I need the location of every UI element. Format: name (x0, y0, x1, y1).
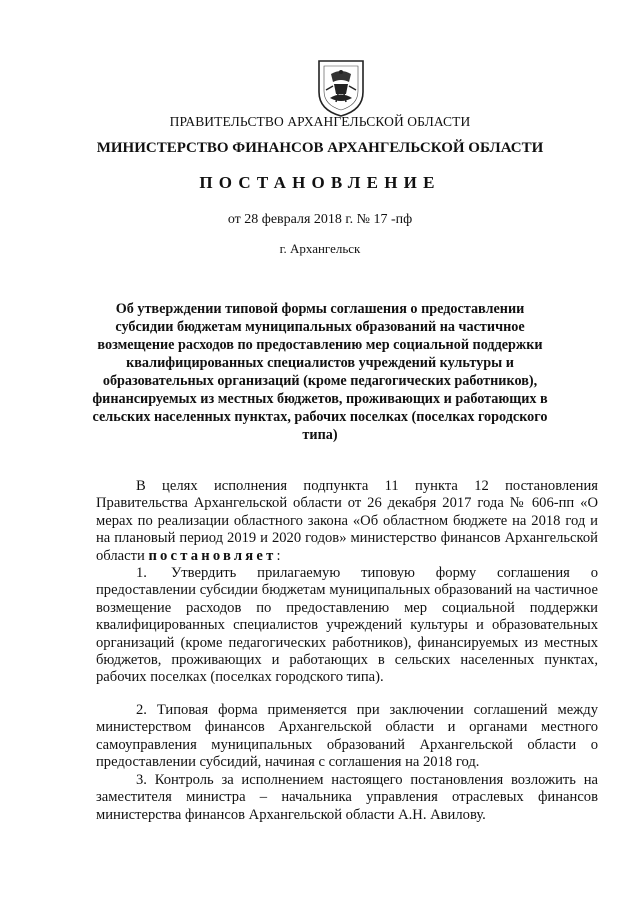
ministry-name: МИНИСТЕРСТВО ФИНАНСОВ АРХАНГЕЛЬСКОЙ ОБЛАСТИ (96, 140, 544, 156)
decree-word: постановляет (148, 547, 277, 564)
coat-of-arms-icon (316, 58, 366, 118)
item-1-number: 1. (136, 565, 147, 581)
document-type: ПОСТАНОВЛЕНИЕ (199, 173, 441, 192)
item-2-paragraph: 2. Типовая форма применяется при заключении соглашений между министерством финансов Архангельской области и органами местного самоуправления муниципальных образований Архангельской области о предоставлении субсидий, начиная с соглашения на 2018 год. (96, 702, 598, 771)
item-1-paragraph (96, 565, 598, 687)
preamble-paragraph (96, 478, 598, 565)
preamble-text: В целях исполнения подпункта 11 пункта 12 постановления Правительства Архангельской области от 26 декабря 2017 года № 606-пп «О мерах по реализации областного закона «Об областном бюджете на 2018 год и на плановый период 2019 и 2020 годов» министерство финансов Архангельской области (96, 478, 598, 564)
government-name: ПРАВИТЕЛЬСТВО АРХАНГЕЛЬСКОЙ ОБЛАСТИ (169, 114, 471, 129)
item-3-paragraph: 3. Контроль за исполнением настоящего постановления возложить на заместителя министра – начальника управления отраслевых финансов министерства финансов Архангельской области А.Н. Авилову. (96, 772, 598, 823)
document-title: Об утверждении типовой формы соглашения о предоставлении субсидии бюджетам муниципальных образований на частичное возмещение расходов по предоставлению мер социальной поддержки квалифицированных специалистов учреждений культуры и образовательных организаций (кроме педагогических работников), финансируемых из местных бюджетов, проживающих и работающих в сельских населенных пунктах, рабочих поселках (поселках городского типа) (92, 301, 548, 443)
document-date-number: от 28 февраля 2018 г. № 17 -пф (227, 212, 413, 227)
document-city: г. Архангельск (279, 241, 361, 256)
decree-punct: : (276, 547, 281, 564)
item-1-text: Утвердить прилагаемую типовую форму соглашения о предоставлении субсидии бюджетам муниципальных образований на частичное возмещение расходов по предоставлению мер социальной поддержки квалифицированных специалистов учреждений культуры и образовательных организаций (кроме педагогических работников), финансируемых из местных бюджетов, проживающих и работающих в сельских населенных пунктах, рабочих поселках (поселках городского типа). (96, 565, 598, 686)
